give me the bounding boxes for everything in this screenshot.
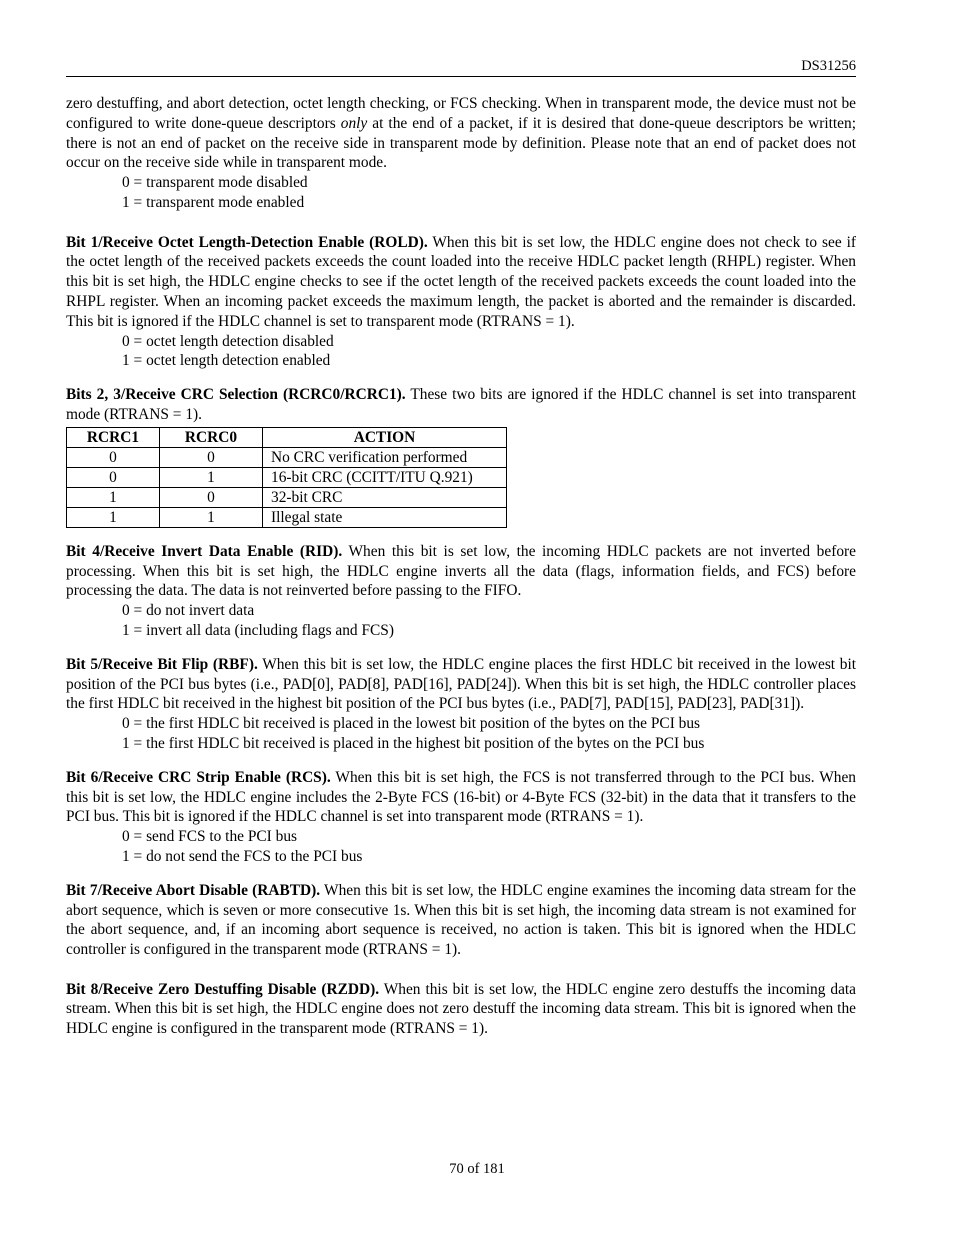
bit-description: When this bit is set low, the incoming HDLC packets are not inverted before processing. When this bit is set high, the HDLC engine inverts all the data (flags, information fields, and FCS) before processing the data. The data is not reinverted before passing to the FIFO.: [66, 542, 856, 600]
value-line: 0 = octet length detection disabled: [122, 332, 334, 350]
table-row: [67, 447, 507, 467]
header-rule: [66, 76, 856, 77]
table-cell: 1: [160, 507, 263, 527]
bit-description: When this bit is set low, the HDLC engine examines the incoming data stream for the abort sequence, which is seven or more consecutive 1s. When this bit is set high, the incoming data stream is not examined for the abort sequence, and, if an incoming abort sequence is received, no action is taken. This bit is ignored when the HDLC controller is configured in the transparent mode (RTRANS = 1).: [66, 881, 856, 959]
table-header-cell: ACTION: [263, 427, 507, 447]
bit-title: Bit 6/Receive CRC Strip Enable (RCS).: [66, 768, 331, 786]
table-cell: Illegal state: [263, 507, 507, 527]
value-line: 0 = do not invert data: [122, 602, 255, 620]
table-cell: 0: [160, 447, 263, 467]
value-line: 1 = do not send the FCS to the PCI bus: [122, 847, 363, 865]
table-cell: 0: [67, 447, 160, 467]
page-number: 70 of 181: [449, 1161, 505, 1177]
value-line: 1 = the first HDLC bit received is placed in the highest bit position of the bytes on the PCI bus: [122, 734, 705, 752]
table-cell: 1: [160, 467, 263, 487]
bit23-paragraph: [66, 385, 856, 425]
value-line: 1 = octet length detection enabled: [122, 352, 331, 370]
table-cell: 1: [67, 487, 160, 507]
table-header-cell: RCRC0: [160, 427, 263, 447]
table-header-row: [67, 427, 507, 447]
bit-description: When this bit is set low, the HDLC engine zero destuffs the incoming data stream. When this bit is set high, the HDLC engine does not zero destuff the incoming data stream. This bit is ignored when the HDLC engine is configured in the transparent mode (RTRANS = 1).: [66, 980, 857, 1038]
bit8-paragraph: [66, 980, 856, 1039]
emphasis-text: only: [340, 114, 368, 132]
table-cell: 32-bit CRC: [263, 487, 507, 507]
bit7-paragraph: [66, 881, 856, 960]
value-line: 1 = transparent mode enabled: [122, 193, 305, 211]
bit-title: Bit 5/Receive Bit Flip (RBF).: [66, 655, 258, 673]
bit-title: Bit 1/Receive Octet Length-Detection Enable (ROLD).: [66, 233, 428, 251]
bit1-paragraph: [66, 233, 856, 332]
bit-description: When this bit is set high, the FCS is not transferred through to the PCI bus. When this bit is set low, the HDLC engine includes the 2-Byte FCS (16-bit) or 4-Byte FCS (32-bit) in the data that it transfers to the PCI bus. This bit is ignored if the HDLC channel is set into transparent mode (RTRANS = 1).: [66, 768, 856, 826]
value-line: 0 = send FCS to the PCI bus: [122, 828, 298, 846]
table-cell: 1: [67, 507, 160, 527]
value-line: 1 = invert all data (including flags and FCS): [122, 621, 394, 639]
bit-description: When this bit is set low, the HDLC engine does not check to see if the octet length of the received packets exceeds the count loaded into the receive HDLC packet length (RHPL) register. When this bit is set high, the HDLC engine checks to see if the octet length of the received packets exceeds the count loaded into the RHPL register. When an incoming packet exceeds the maximum length, the packet is aborted and the remainder is discarded. This bit is ignored if the HDLC channel is set to transparent mode (RTRANS = 1).: [66, 233, 856, 330]
bit4-paragraph: [66, 542, 856, 601]
bit5-paragraph: [66, 655, 856, 714]
table-cell: 16-bit CRC (CCITT/ITU Q.921): [263, 467, 507, 487]
bit-description: These two bits are ignored if the HDLC channel is set into transparent mode (RTRANS = 1).: [66, 386, 856, 423]
continued-paragraph: [66, 94, 856, 173]
table-cell: No CRC verification performed: [263, 447, 507, 467]
paragraph-text: zero destuffing, and abort detection, octet length checking, or FCS checking. When in transparent mode, the device must not be configured to write done-queue descriptors: [66, 95, 856, 132]
table-row: [67, 507, 507, 527]
page-content: [66, 94, 856, 1039]
value-line: 0 = transparent mode disabled: [122, 174, 308, 192]
crc-selection-table: [66, 427, 507, 528]
table-cell: 0: [160, 487, 263, 507]
table-row: [67, 467, 507, 487]
bit6-paragraph: [66, 768, 856, 827]
bit-title: Bits 2, 3/Receive CRC Selection (RCRC0/RCRC1).: [66, 386, 406, 404]
bit-title: Bit 7/Receive Abort Disable (RABTD).: [66, 881, 321, 899]
table-cell: 0: [67, 467, 160, 487]
bit-title: Bit 4/Receive Invert Data Enable (RID).: [66, 542, 343, 560]
bit-title: Bit 8/Receive Zero Destuffing Disable (RZDD).: [66, 980, 380, 998]
table-header-cell: RCRC1: [67, 427, 160, 447]
table-row: [67, 487, 507, 507]
paragraph-text: at the end of a packet, if it is desired that done-queue descriptors be written; there is not an end of packet on the receive side in transparent mode by definition. Please note that an end of packet does not occur on the receive side while in transparent mode.: [66, 114, 856, 172]
bit-description: When this bit is set low, the HDLC engine places the first HDLC bit received in the lowest bit position of the PCI bus bytes (i.e., PAD[0], PAD[8], PAD[16], PAD[24]). When this bit is set high, the HDLC controller places the first HDLC bit received in the highest bit position of the PCI bus bytes (i.e., PAD[7], PAD[15], PAD[23], PAD[31]).: [66, 655, 857, 713]
document-id: DS31256: [801, 58, 856, 74]
value-line: 0 = the first HDLC bit received is placed in the lowest bit position of the bytes on the PCI bus: [122, 715, 701, 733]
